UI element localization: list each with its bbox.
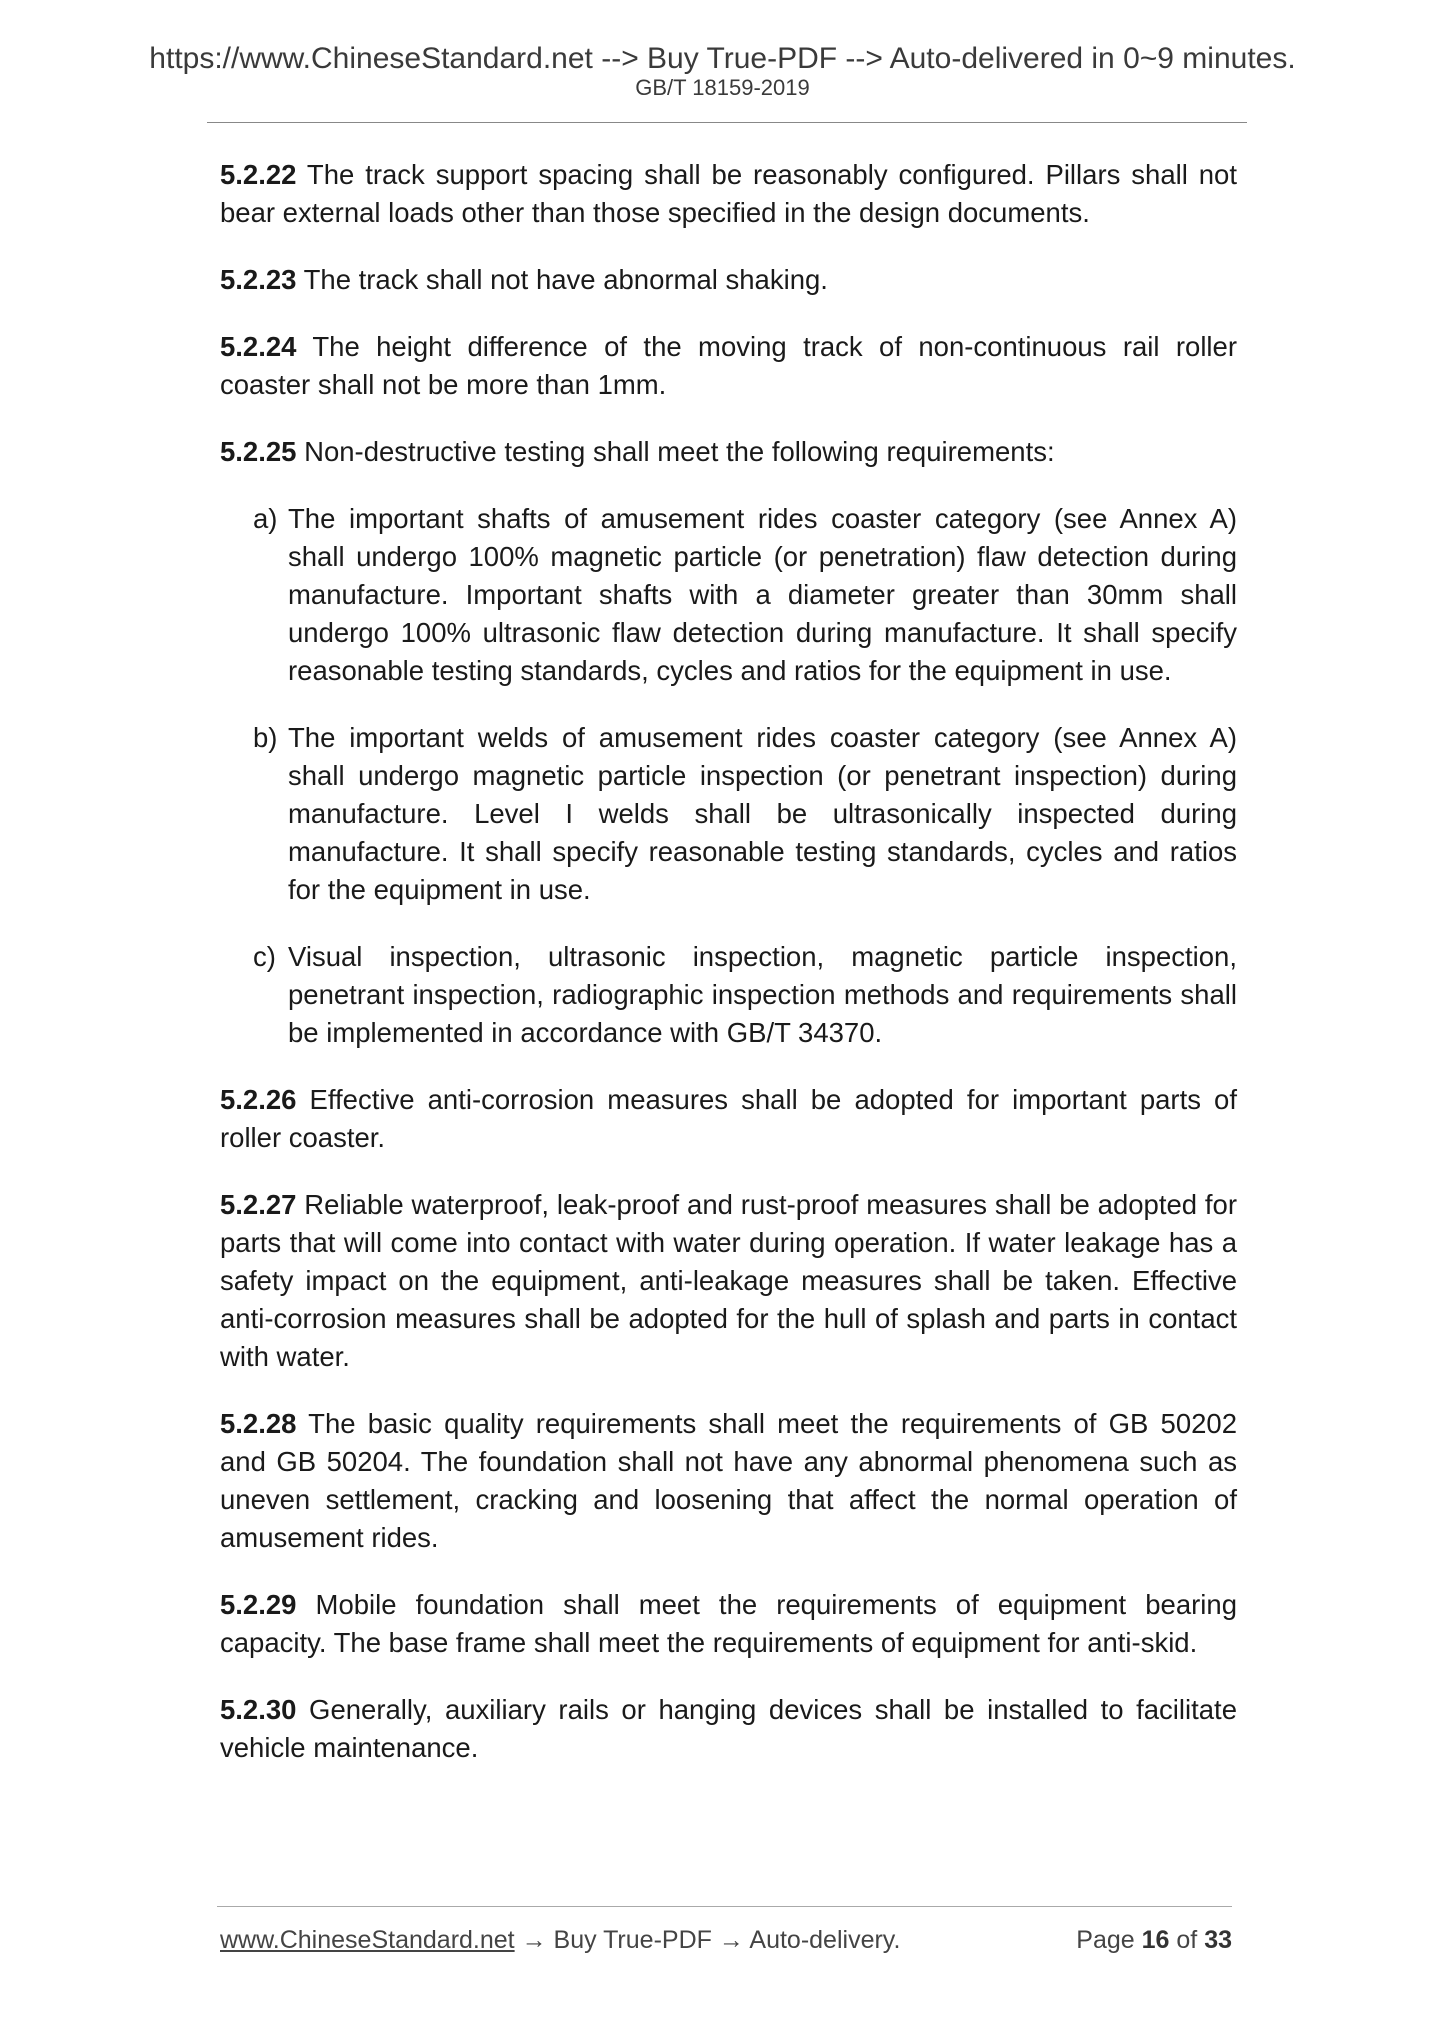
list-text: The important shafts of amusement rides coaster category (see Annex A) shall undergo 100% magnetic particle (or penetration) flaw detection during manufacture. Important shafts with a diameter greater than 30mm shall undergo 100% ultrasonic flaw detection during manufacture. It shall specify reasonable testing standards, cycles and ratios for the equipment in use.	[288, 503, 1237, 686]
header-divider	[207, 122, 1247, 123]
clause-number: 5.2.22	[220, 159, 297, 190]
clause-5-2-25	[220, 433, 1237, 471]
footer	[220, 1924, 1232, 1956]
footer-divider	[217, 1906, 1232, 1907]
clause-number: 5.2.25	[220, 436, 297, 467]
clause-text: Generally, auxiliary rails or hanging devices shall be installed to facilitate vehicle maintenance.	[220, 1694, 1237, 1763]
page-current: 16	[1141, 1926, 1170, 1954]
clause-text: The track support spacing shall be reasonably configured. Pillars shall not bear external loads other than those specified in the design documents.	[220, 159, 1237, 228]
list-label: b)	[253, 722, 278, 753]
clause-5-2-28	[220, 1405, 1237, 1557]
list-item-a	[220, 500, 1237, 690]
page-of: of	[1176, 1926, 1198, 1954]
footer-tagline: → Buy True-PDF → Auto-delivery.	[514, 1926, 901, 1954]
clause-5-2-26	[220, 1081, 1237, 1157]
clause-5-2-27	[220, 1186, 1237, 1376]
clause-5-2-29	[220, 1586, 1237, 1662]
clause-text: The basic quality requirements shall meet the requirements of GB 50202 and GB 50204. The foundation shall not have any abnormal phenomena such as uneven settlement, cracking and loosening that affect the normal operation of amusement rides.	[220, 1408, 1237, 1553]
clause-number: 5.2.23	[220, 264, 297, 295]
header-banner: https://www.ChineseStandard.net --> Buy True-PDF --> Auto-delivered in 0~9 minutes.	[149, 42, 1296, 75]
clause-5-2-30	[220, 1691, 1237, 1767]
list-label: c)	[253, 941, 276, 972]
clause-number: 5.2.27	[220, 1189, 297, 1220]
clause-number: 5.2.30	[220, 1694, 297, 1725]
document-body	[220, 156, 1237, 1796]
standard-code: GB/T 18159-2019	[635, 75, 810, 100]
clause-text: The track shall not have abnormal shaking.	[296, 264, 828, 295]
clause-5-2-24	[220, 328, 1237, 404]
page-total: 33	[1204, 1926, 1232, 1954]
list-item-b	[220, 719, 1237, 909]
clause-text: Effective anti-corrosion measures shall be adopted for important parts of roller coaster.	[220, 1084, 1237, 1153]
clause-5-2-23	[220, 261, 1237, 299]
page-label: Page	[1076, 1926, 1135, 1954]
clause-text: Reliable waterproof, leak-proof and rust-proof measures shall be adopted for parts that will come into contact with water during operation. If water leakage has a safety impact on the equipment, anti-leakage measures shall be taken. Effective anti-corrosion measures shall be adopted for the hull of splash and parts in contact with water.	[220, 1189, 1237, 1372]
list-item-c	[220, 938, 1237, 1052]
clause-text: Non-destructive testing shall meet the following requirements:	[296, 436, 1055, 467]
clause-5-2-22	[220, 156, 1237, 232]
clause-number: 5.2.26	[220, 1084, 297, 1115]
page-indicator	[1076, 1924, 1232, 1956]
clause-number: 5.2.24	[220, 331, 297, 362]
clause-text: The height difference of the moving track of non-continuous rail roller coaster shall not be more than 1mm.	[220, 331, 1237, 400]
list-text: The important welds of amusement rides coaster category (see Annex A) shall undergo magnetic particle inspection (or penetrant inspection) during manufacture. Level I welds shall be ultrasonically inspected during manufacture. It shall specify reasonable testing standards, cycles and ratios for the equipment in use.	[288, 722, 1237, 905]
list-text: Visual inspection, ultrasonic inspection, magnetic particle inspection, penetrant inspection, radiographic inspection methods and requirements shall be implemented in accordance with GB/T 34370.	[288, 941, 1237, 1048]
list-label: a)	[253, 503, 278, 534]
clause-text: Mobile foundation shall meet the requirements of equipment bearing capacity. The base frame shall meet the requirements of equipment for anti-skid.	[220, 1589, 1237, 1658]
clause-number: 5.2.29	[220, 1589, 297, 1620]
clause-number: 5.2.28	[220, 1408, 297, 1439]
footer-site-link[interactable]: www.ChineseStandard.net	[220, 1926, 515, 1954]
